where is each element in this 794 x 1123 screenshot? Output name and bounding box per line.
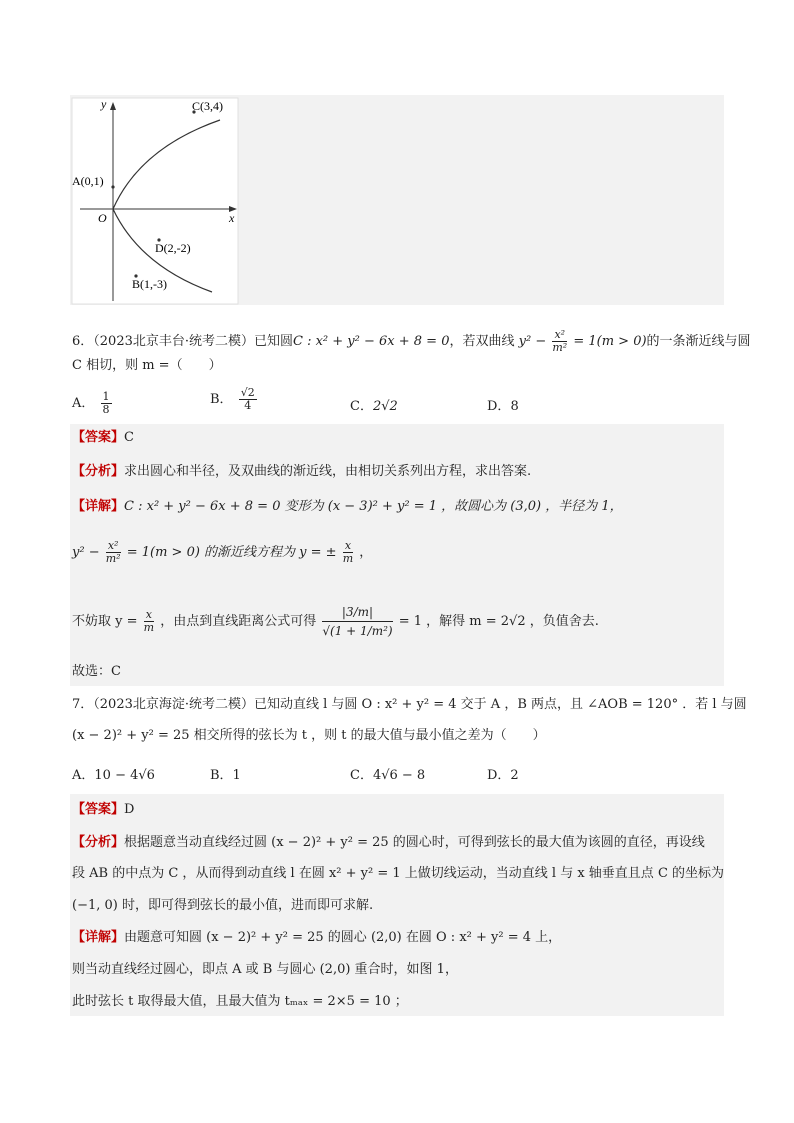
q7-detail-line-1: 【详解】由题意可知圆 (x − 2)² + y² = 25 的圆心 (2,0) 在圆 O : x² + y² = 4 上， <box>72 930 562 945</box>
q7-option-c[interactable]: C．4√6 − 8 <box>350 768 426 783</box>
q7-detail-line-3: 此时弦长 t 取得最大值，且最大值为 tₘₐₓ = 2×5 = 10 ； <box>72 994 408 1009</box>
point-c-label: C(3,4) <box>192 99 223 113</box>
point-d-label: D(2,-2) <box>155 241 191 255</box>
q6-option-a[interactable]: A． $\frac{1}{8}$ <box>72 390 110 416</box>
q6-detail-line-2: y² − $\frac{\text{x²}}{\text{m²}}$ = 1(m > 0) 的渐近线方程为 y = ± $\frac{x}{m}$ ， <box>72 539 373 565</box>
q7-stem-line-1: 7．（2023北京海淀·统考二模）已知动直线 l 与圆 O : x² + y² = 4 交于 A ，B 两点，且 ∠AOB = 120° ．若 l 与圆 <box>72 697 747 712</box>
x-axis-label: x <box>229 211 235 225</box>
q6-answer: 【答案】C <box>72 430 134 445</box>
q7-analysis-line-1: 【分析】根据题意当动直线经过圆 (x − 2)² + y² = 25 的圆心时，可得到弦长的最大值为该圆的直径，再设线 <box>72 835 705 850</box>
q6-option-c[interactable]: C．2√2 <box>350 399 398 414</box>
q7-option-b[interactable]: B．1 <box>210 768 241 783</box>
q7-stem-line-2: (x − 2)² + y² = 25 相交所得的弦长为 t ，则 t 的最大值与最小值之差为（ ） <box>72 728 546 743</box>
parabola-figure <box>70 96 240 310</box>
q6-choose: 故选：C <box>72 664 121 679</box>
q6-stem-line-2: C 相切，则 m =（ ） <box>72 358 222 373</box>
q7-option-d[interactable]: D．2 <box>487 768 519 783</box>
q7-analysis-line-3: (−1, 0) 时，即可得到弦长的最小值，进而即可求解. <box>72 898 374 913</box>
q7-detail-line-2: 则当动直线经过圆心，即点 A 或 B 与圆心 (2,0) 重合时，如图 1， <box>72 962 458 977</box>
q7-answer: 【答案】D <box>72 802 135 817</box>
point-a-label: A(0,1) <box>72 174 104 188</box>
q6-option-d[interactable]: D．8 <box>487 399 519 414</box>
q7-analysis-line-2: 段 AB 的中点为 C ，从而得到动直线 l 在圆 x² + y² = 1 上做切线运动，当动直线 l 与 x 轴垂直且点 C 的坐标为 <box>72 866 725 881</box>
q7-option-a[interactable]: A．10 − 4√6 <box>72 768 155 783</box>
origin-label: O <box>98 211 107 225</box>
q6-detail-line-1: 【详解】C : x² + y² − 6x + 8 = 0 变形为 (x − 3)² + y² = 1 ，故圆心为 (3,0) ，半径为 1， <box>72 499 623 514</box>
q6-analysis: 【分析】求出圆心和半径，及双曲线的渐近线，由相切关系列出方程，求出答案. <box>72 464 532 479</box>
q6-stem-line-1: 6．（2023北京丰台·统考二模）已知圆C : x² + y² − 6x + 8 = 0，若双曲线 y² − $\frac{\text{x²}}{\text{m²}}$ = 1(m > 0)的一条渐近线与圆 <box>72 328 751 354</box>
figure-frame <box>72 98 238 304</box>
q6-option-b[interactable]: B． $\frac{√2}{4}$ <box>210 386 255 412</box>
point-b-label: B(1,-3) <box>132 277 167 291</box>
y-axis-label: y <box>101 97 107 111</box>
point-a-dot <box>111 185 114 188</box>
q6-detail-line-3: 不妨取 y = $\frac{x}{m}$ ，由点到直线距离公式可得 $\frac{|3/m|}{\text{√(1 + 1/m²)}}$ = 1 ，解得 m = 2√2 ，负值舍去. <box>72 605 599 638</box>
